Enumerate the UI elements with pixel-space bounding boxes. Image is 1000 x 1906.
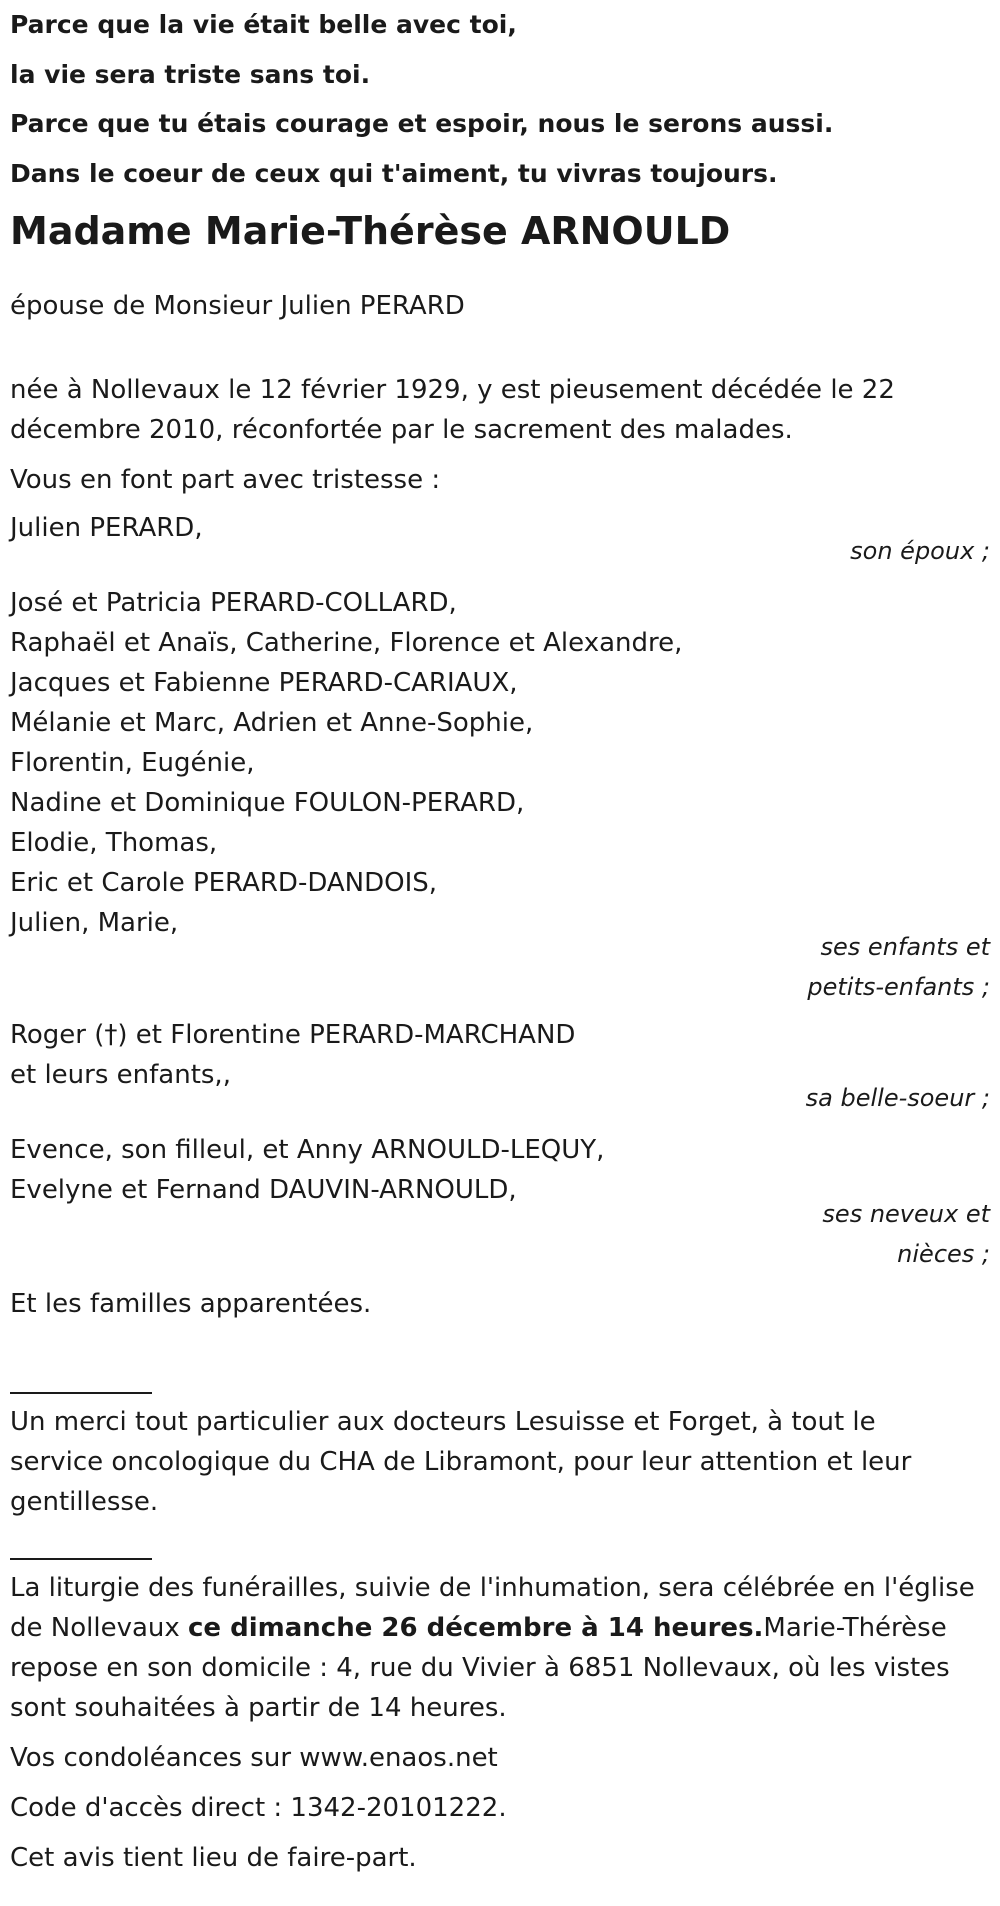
funeral-location-text: de Nollevaux: [10, 1613, 189, 1643]
funeral-paragraph: [10, 1568, 990, 1728]
relation-label: son époux ;: [850, 537, 990, 565]
paragraph-line: décembre 2010, réconfortée par le sacrement des malades.: [10, 415, 793, 445]
funeral-name-text: Marie-Thérèse: [763, 1613, 947, 1643]
family-name-line: Raphaël et Anaïs, Catherine, Florence et Alexandre,: [10, 628, 683, 658]
family-name-line: Evence, son filleul, et Anny ARNOULD-LEQUY,: [10, 1135, 605, 1165]
family-name-line: Julien PERARD,: [10, 513, 203, 543]
family-name-line: Elodie, Thomas,: [10, 828, 218, 858]
family-name-line: Florentin, Eugénie,: [10, 748, 255, 778]
related-families: Et les familles apparentées.: [10, 1289, 372, 1319]
family-name-line: Roger (†) et Florentine PERARD-MARCHAND: [10, 1020, 576, 1050]
relation-label: sa belle-soeur ;: [805, 1084, 990, 1112]
separator: [10, 1530, 152, 1560]
family-name-line: José et Patricia PERARD-COLLARD,: [10, 588, 457, 618]
family-name-line: Evelyne et Fernand DAUVIN-ARNOULD,: [10, 1175, 517, 1205]
access-code-line: Code d'accès direct : 1342-20101222.: [10, 1793, 507, 1823]
family-name-line: Eric et Carole PERARD-DANDOIS,: [10, 868, 438, 898]
poem: [10, 10, 990, 189]
poem-line: Parce que la vie était belle avec toi,: [10, 10, 517, 39]
family-name-line: Julien, Marie,: [10, 908, 179, 938]
family-block-nephews: [10, 1130, 990, 1274]
paragraph-line: sont souhaitées à partir de 14 heures.: [10, 1693, 507, 1723]
paragraph-line: Un merci tout particulier aux docteurs Lesuisse et Forget, à tout le: [10, 1407, 876, 1437]
paragraph-line: service oncologique du CHA de Libramont, pour leur attention et leur: [10, 1447, 912, 1477]
paragraph-line: [10, 1608, 990, 1648]
family-block-children: [10, 583, 990, 1007]
poem-line: Parce que tu étais courage et espoir, nous le serons aussi.: [10, 109, 834, 138]
funeral-date: ce dimanche 26 décembre à 14 heures.: [188, 1613, 764, 1643]
relation-label: ses neveux et: [822, 1200, 990, 1228]
birth-death-paragraph: [10, 370, 990, 450]
relation-label: ses enfants et: [820, 933, 990, 961]
paragraph-line: repose en son domicile : 4, rue du Vivier à 6851 Nollevaux, où les vistes: [10, 1653, 950, 1683]
paragraph-line: La liturgie des funérailles, suivie de l'inhumation, sera célébrée en l'église: [10, 1573, 975, 1603]
poem-line: Dans le coeur de ceux qui t'aiment, tu vivras toujours.: [10, 158, 778, 188]
family-block-spouse: [10, 508, 990, 571]
obituary-notice: [10, 0, 990, 1878]
family-name-line: et leurs enfants,,: [10, 1060, 231, 1090]
family-name-line: Nadine et Dominique FOULON-PERARD,: [10, 788, 525, 818]
family-block-sister-in-law: [10, 1015, 990, 1118]
deceased-name: Madame Marie-Thérèse ARNOULD: [10, 209, 731, 253]
thanks-paragraph: [10, 1402, 990, 1522]
poem-line: la vie sera triste sans toi.: [10, 59, 371, 89]
family-name-line: Jacques et Fabienne PERARD-CARIAUX,: [10, 668, 518, 698]
condolences-line: Vos condoléances sur www.enaos.net: [10, 1743, 498, 1773]
paragraph-line: gentillesse.: [10, 1487, 159, 1517]
paragraph-line: née à Nollevaux le 12 février 1929, y est pieusement décédée le 22: [10, 375, 895, 405]
relation-label: nièces ;: [897, 1240, 990, 1268]
spouse-line: épouse de Monsieur Julien PERARD: [10, 291, 465, 321]
notice-line: Cet avis tient lieu de faire-part.: [10, 1843, 417, 1873]
relation-label: petits-enfants ;: [807, 973, 990, 1001]
separator: [10, 1364, 152, 1394]
announcement: Vous en font part avec tristesse :: [10, 465, 441, 495]
family-name-line: Mélanie et Marc, Adrien et Anne-Sophie,: [10, 708, 534, 738]
